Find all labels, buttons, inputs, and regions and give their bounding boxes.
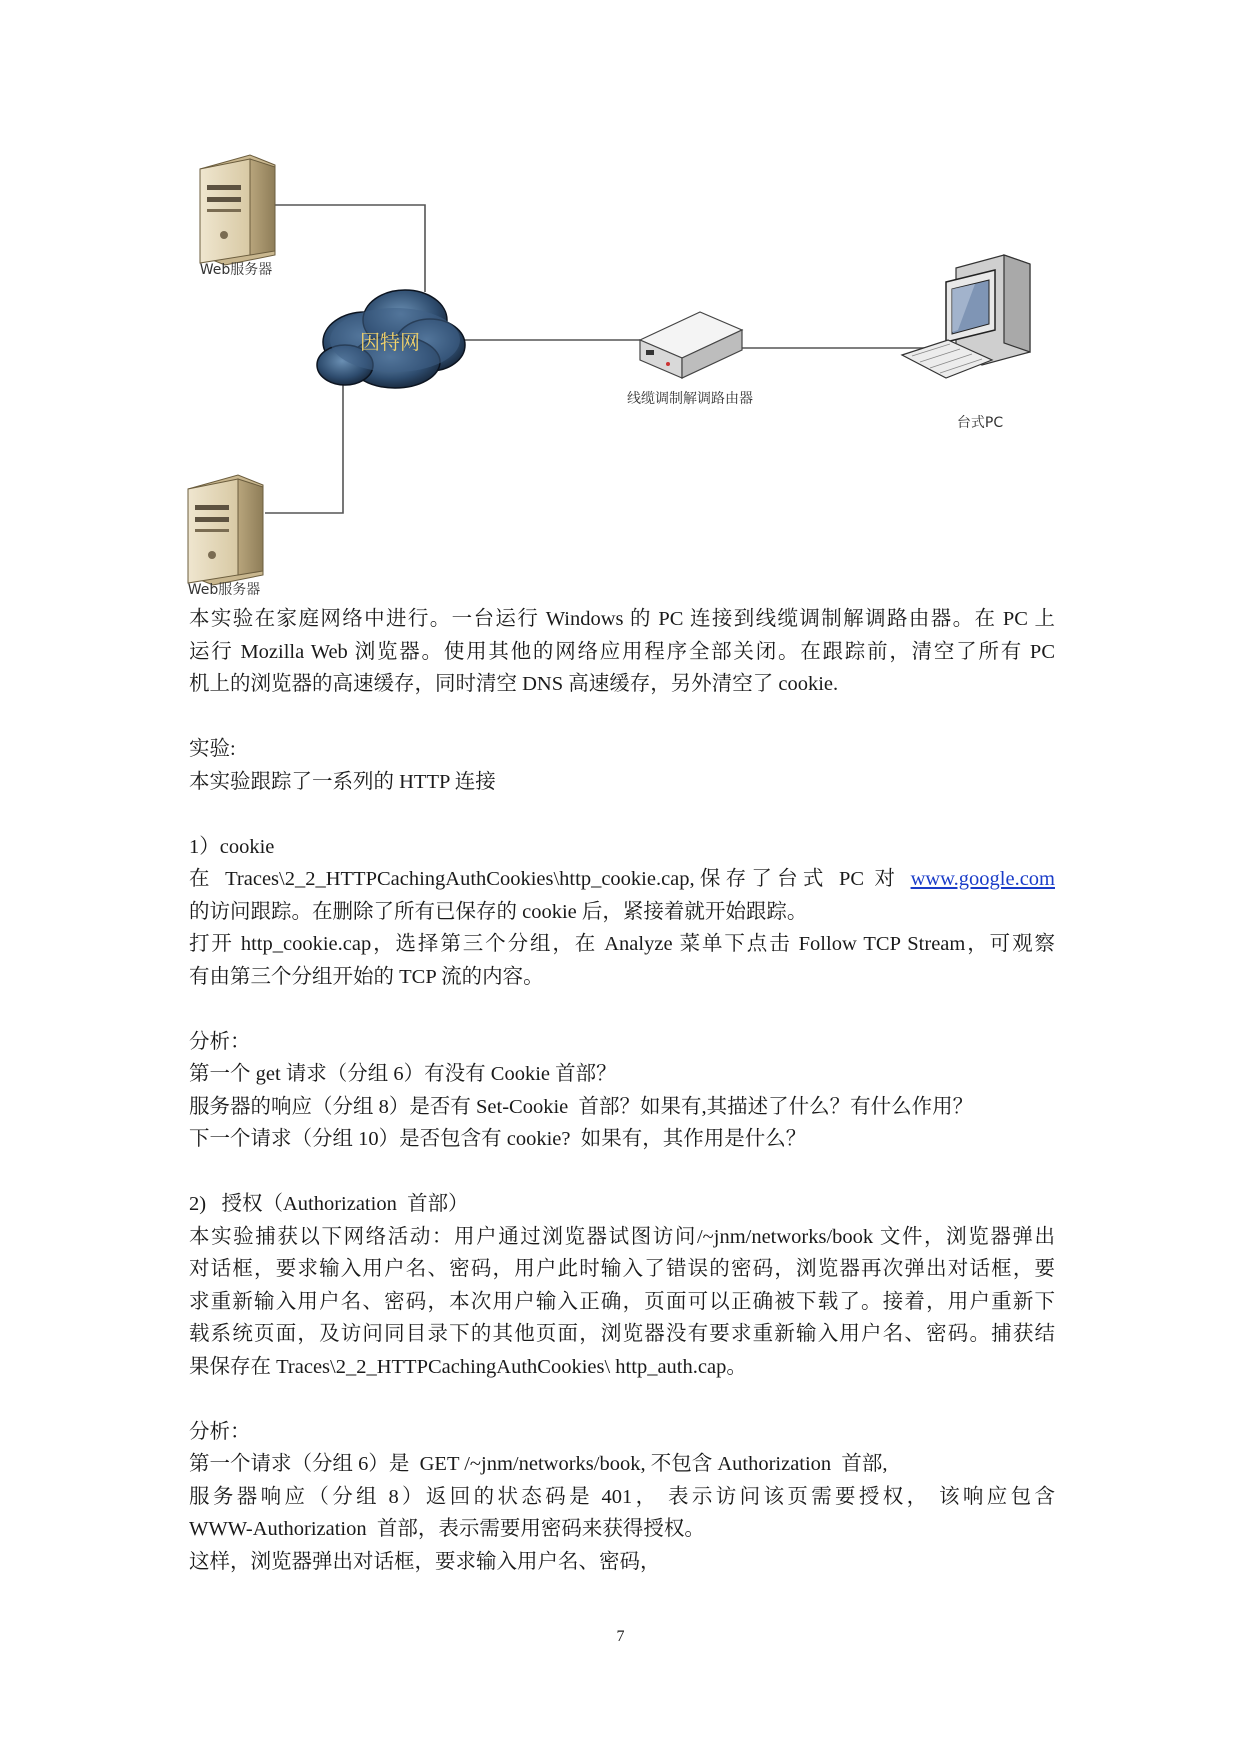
section-2-line-5: 果保存在 Traces\2_2_HTTPCachingAuthCookies\ http_auth.cap。 (189, 1355, 747, 1378)
network-diagram (0, 0, 1241, 610)
google-link[interactable]: www.google.com (910, 868, 1055, 890)
experiment-heading: 实验: (189, 738, 236, 760)
analysis-1-question-1: 第一个 get 请求（分组 6）有没有 Cookie 首部？ (189, 1063, 617, 1085)
analysis-1-question-3: 下一个请求（分组 10）是否包含有 cookie? 如果有，其作用是什么？ (189, 1128, 807, 1150)
internet-cloud-icon (317, 290, 465, 388)
intro-line-3: 机上的浏览器的高速缓存，同时清空 DNS 高速缓存，另外清空了 cookie. (189, 673, 839, 695)
page-number: 7 (616, 1628, 625, 1645)
section-2-heading: 2) 授权（Authorization 首部） (189, 1193, 469, 1215)
desktop-pc-label: 台式PC (956, 415, 1004, 431)
cable-modem-router-icon (640, 312, 742, 378)
desktop-pc-icon (902, 255, 1030, 378)
section-2-line-3: 求重新输入用户名、密码，本次用户输入正确，页面可以正确被下载了。接着，用户重新下 (189, 1290, 1055, 1313)
web-server-top-label: Web服务器 (199, 262, 273, 278)
analysis-2-line-1: 第一个请求（分组 6）是 GET /~jnm/networks/book, 不包含 Authorization 首部, (189, 1453, 888, 1475)
web-server-bottom-icon (188, 475, 263, 585)
section-1-line-1 (189, 863, 1055, 896)
section-1-line-3: 打开 http_cookie.cap，选择第三个分组，在 Analyze 菜单下点击 Follow TCP Stream，可观察 (189, 933, 1055, 955)
web-server-top-icon (200, 155, 275, 265)
intro-line-2: 运行 Mozilla Web 浏览器。使用其他的网络应用程序全部关闭。在跟踪前，清空了所有 PC (189, 640, 1055, 663)
analysis-2-heading: 分析： (189, 1420, 251, 1443)
section-1-line-1-text: 在 Traces\2_2_HTTPCachingAuthCookies\http_cookie.cap,保存了台式 PC 对 (189, 868, 911, 890)
analysis-1-heading: 分析： (189, 1030, 251, 1053)
section-2-line-2: 对话框，要求输入用户名、密码，用户此时输入了错误的密码，浏览器再次弹出对话框，要 (189, 1258, 1055, 1280)
section-1-line-4: 有由第三个分组开始的 TCP 流的内容。 (189, 965, 544, 988)
experiment-line: 本实验跟踪了一系列的 HTTP 连接 (189, 770, 496, 793)
document-body (189, 603, 1055, 1578)
analysis-1-question-2: 服务器的响应（分组 8）是否有 Set-Cookie 首部？如果有,其描述了什么？有什么作用？ (189, 1095, 974, 1118)
router-label: 线缆调制解调路由器 (627, 391, 753, 407)
section-1-heading: 1）cookie (189, 835, 275, 858)
section-2-line-4: 载系统页面，及访问同目录下的其他页面，浏览器没有要求重新输入用户名、密码。捕获结 (189, 1323, 1055, 1345)
line-internet-to-bottom-server (265, 375, 343, 513)
analysis-2-line-4: 这样，浏览器弹出对话框，要求输入用户名、密码， (189, 1550, 661, 1573)
section-1-line-2: 的访问跟踪。在删除了所有已保存的 cookie 后，紧接着就开始跟踪。 (189, 900, 808, 923)
analysis-2-line-3: WWW-Authorization 首部，表示需要用密码来获得授权。 (189, 1518, 705, 1540)
internet-label: 因特网 (360, 330, 420, 354)
line-top-server-to-internet (275, 205, 425, 292)
intro-line-1: 本实验在家庭网络中进行。一台运行 Windows 的 PC 连接到线缆调制解调路由器。在 PC 上 (189, 608, 1055, 630)
analysis-2-line-2: 服务器响应（分组 8）返回的状态码是 401， 表示访问该页需要授权， 该响应包含 (189, 1485, 1055, 1508)
section-2-line-1: 本实验捕获以下网络活动：用户通过浏览器试图访问/~jnm/networks/book 文件，浏览器弹出 (189, 1225, 1055, 1248)
web-server-bottom-label: Web服务器 (187, 582, 261, 598)
